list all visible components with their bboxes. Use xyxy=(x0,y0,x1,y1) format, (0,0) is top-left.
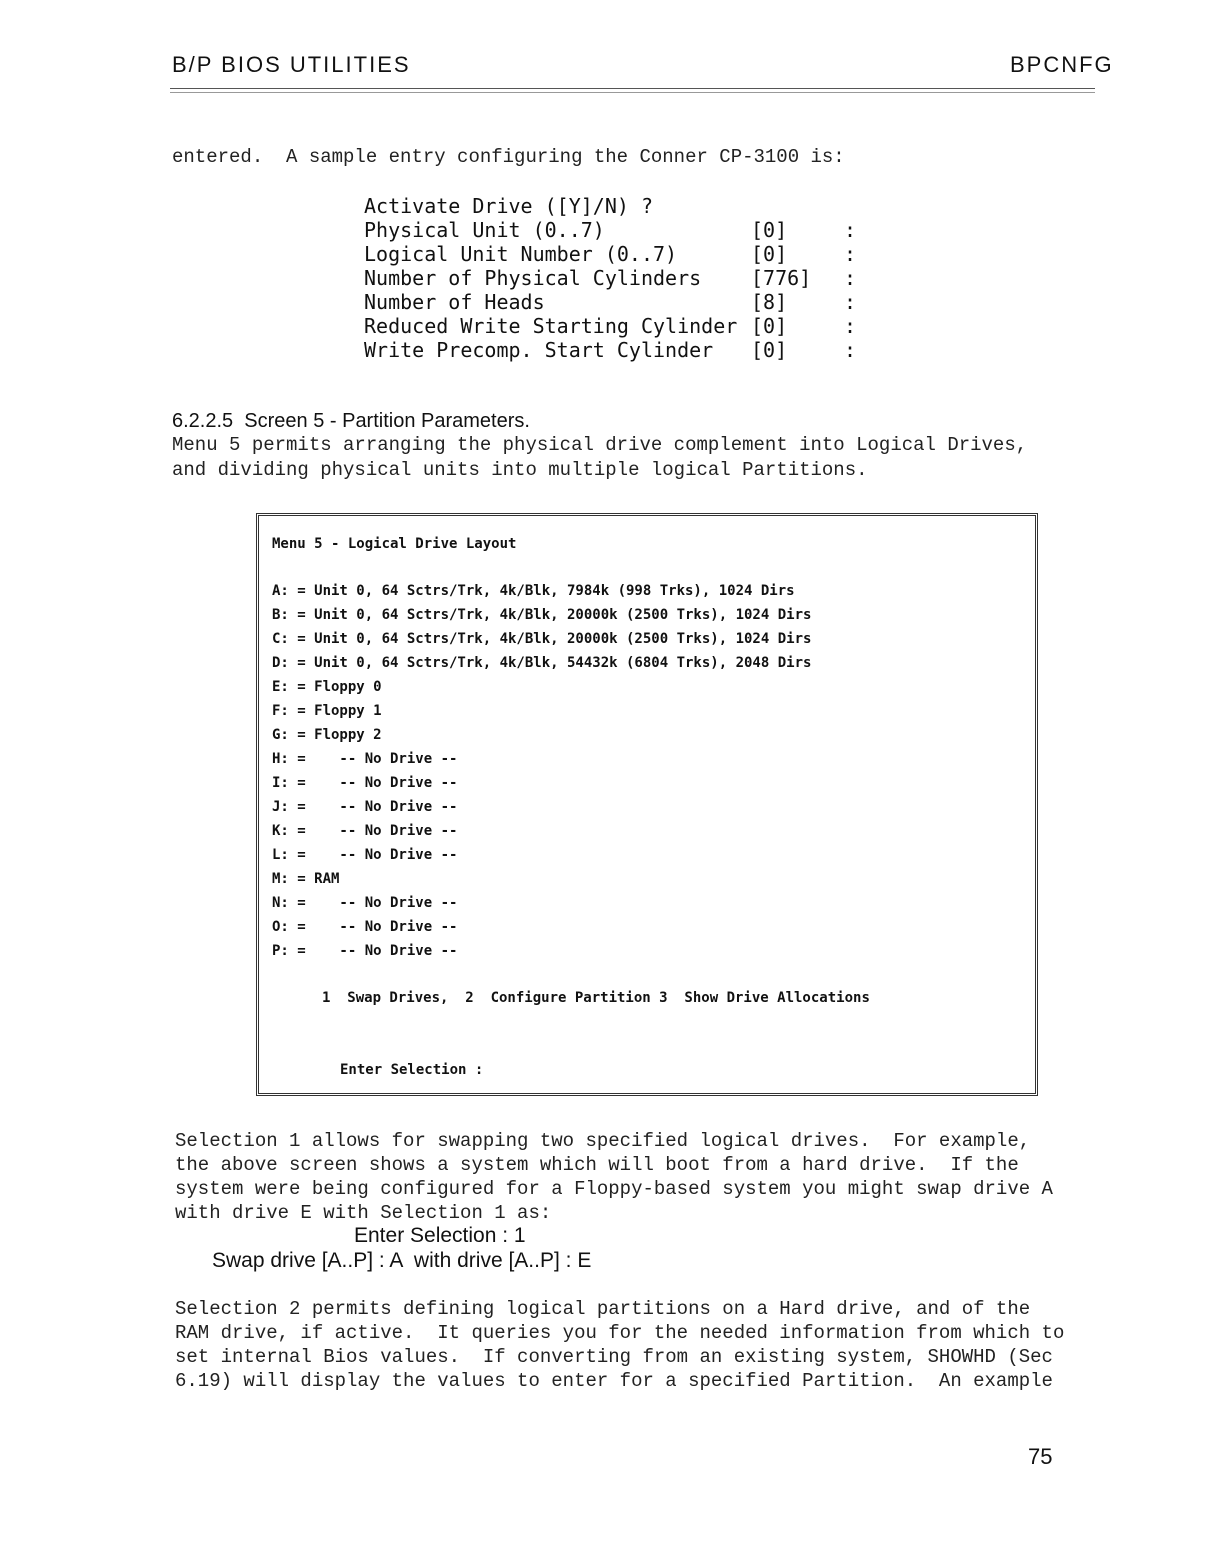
drive-entry: B: = Unit 0, 64 Sctrs/Trk, 4k/Blk, 20000k (2500 Trks), 1024 Dirs xyxy=(272,607,812,623)
example-enter-selection: Enter Selection : 1 xyxy=(354,1224,526,1247)
body-paragraph-line: system were being configured for a Floppy-based system you might swap drive A xyxy=(175,1178,1053,1200)
body-paragraph-line: set internal Bios values. If converting from an existing system, SHOWHD (Sec xyxy=(175,1346,1053,1368)
body-paragraph-line: Selection 1 allows for swapping two specified logical drives. For example, xyxy=(175,1130,1031,1152)
config-colon: : xyxy=(844,338,857,362)
drive-entry: H: = -- No Drive -- xyxy=(272,751,458,767)
config-label: Activate Drive ([Y]/N) ? xyxy=(364,194,653,218)
running-header-section: BPCNFG xyxy=(1010,52,1114,77)
header-rule-secondary xyxy=(170,92,1095,93)
config-value: [0] xyxy=(751,338,788,362)
drive-entry: E: = Floppy 0 xyxy=(272,679,382,695)
drive-entry: K: = -- No Drive -- xyxy=(272,823,458,839)
section-heading: 6.2.2.5 Screen 5 - Partition Parameters. xyxy=(172,410,530,432)
running-header-title: B/P BIOS UTILITIES xyxy=(172,52,411,77)
config-value: [0] xyxy=(751,314,788,338)
drive-entry: A: = Unit 0, 64 Sctrs/Trk, 4k/Blk, 7984k (998 Trks), 1024 Dirs xyxy=(272,583,795,599)
section-paragraph-line: Menu 5 permits arranging the physical drive complement into Logical Drives, xyxy=(172,434,1028,456)
config-value: [0] xyxy=(751,242,788,266)
body-paragraph-line: 6.19) will display the values to enter for a specified Partition. An example xyxy=(175,1370,1053,1392)
config-colon: : xyxy=(844,242,857,266)
config-colon: : xyxy=(844,218,857,242)
config-value: [0] xyxy=(751,218,788,242)
drive-entry: M: = RAM xyxy=(272,871,340,887)
config-label: Write Precomp. Start Cylinder xyxy=(364,338,714,362)
header-rule xyxy=(170,88,1095,89)
drive-entry: J: = -- No Drive -- xyxy=(272,799,458,815)
drive-entry: I: = -- No Drive -- xyxy=(272,775,458,791)
drive-entry: O: = -- No Drive -- xyxy=(272,919,458,935)
drive-entry: C: = Unit 0, 64 Sctrs/Trk, 4k/Blk, 20000k (2500 Trks), 1024 Dirs xyxy=(272,631,812,647)
body-paragraph-line: the above screen shows a system which will boot from a hard drive. If the xyxy=(175,1154,1019,1176)
config-value: [8] xyxy=(751,290,788,314)
config-colon: : xyxy=(844,290,857,314)
drive-entry: G: = Floppy 2 xyxy=(272,727,382,743)
body-paragraph-line: RAM drive, if active. It queries you for the needed information from which to xyxy=(175,1322,1065,1344)
menu-title: Menu 5 - Logical Drive Layout xyxy=(272,536,517,552)
config-colon: : xyxy=(844,266,857,290)
drive-entry: P: = -- No Drive -- xyxy=(272,943,458,959)
menu-prompt: Enter Selection : xyxy=(340,1062,484,1078)
config-label: Reduced Write Starting Cylinder xyxy=(364,314,738,338)
drive-entry: N: = -- No Drive -- xyxy=(272,895,458,911)
config-label: Number of Heads xyxy=(364,290,545,314)
section-paragraph-line: and dividing physical units into multiple logical Partitions. xyxy=(172,459,868,481)
menu-options: 1 Swap Drives, 2 Configure Partition 3 Show Drive Allocations xyxy=(322,990,870,1006)
drive-entry: L: = -- No Drive -- xyxy=(272,847,458,863)
page-number: 75 xyxy=(1028,1444,1053,1469)
body-paragraph-line: with drive E with Selection 1 as: xyxy=(175,1202,552,1224)
drive-entry: F: = Floppy 1 xyxy=(272,703,382,719)
body-paragraph-line: Selection 2 permits defining logical partitions on a Hard drive, and of the xyxy=(175,1298,1031,1320)
config-label: Number of Physical Cylinders xyxy=(364,266,702,290)
intro-text: entered. A sample entry configuring the Conner CP-3100 is: xyxy=(172,146,845,168)
config-colon: : xyxy=(844,314,857,338)
config-label: Physical Unit (0..7) xyxy=(364,218,605,242)
drive-entry: D: = Unit 0, 64 Sctrs/Trk, 4k/Blk, 54432k (6804 Trks), 2048 Dirs xyxy=(272,655,812,671)
config-value: [776] xyxy=(751,266,812,290)
config-label: Logical Unit Number (0..7) xyxy=(364,242,678,266)
example-swap-drive: Swap drive [A..P] : A with drive [A..P] : E xyxy=(212,1249,592,1272)
